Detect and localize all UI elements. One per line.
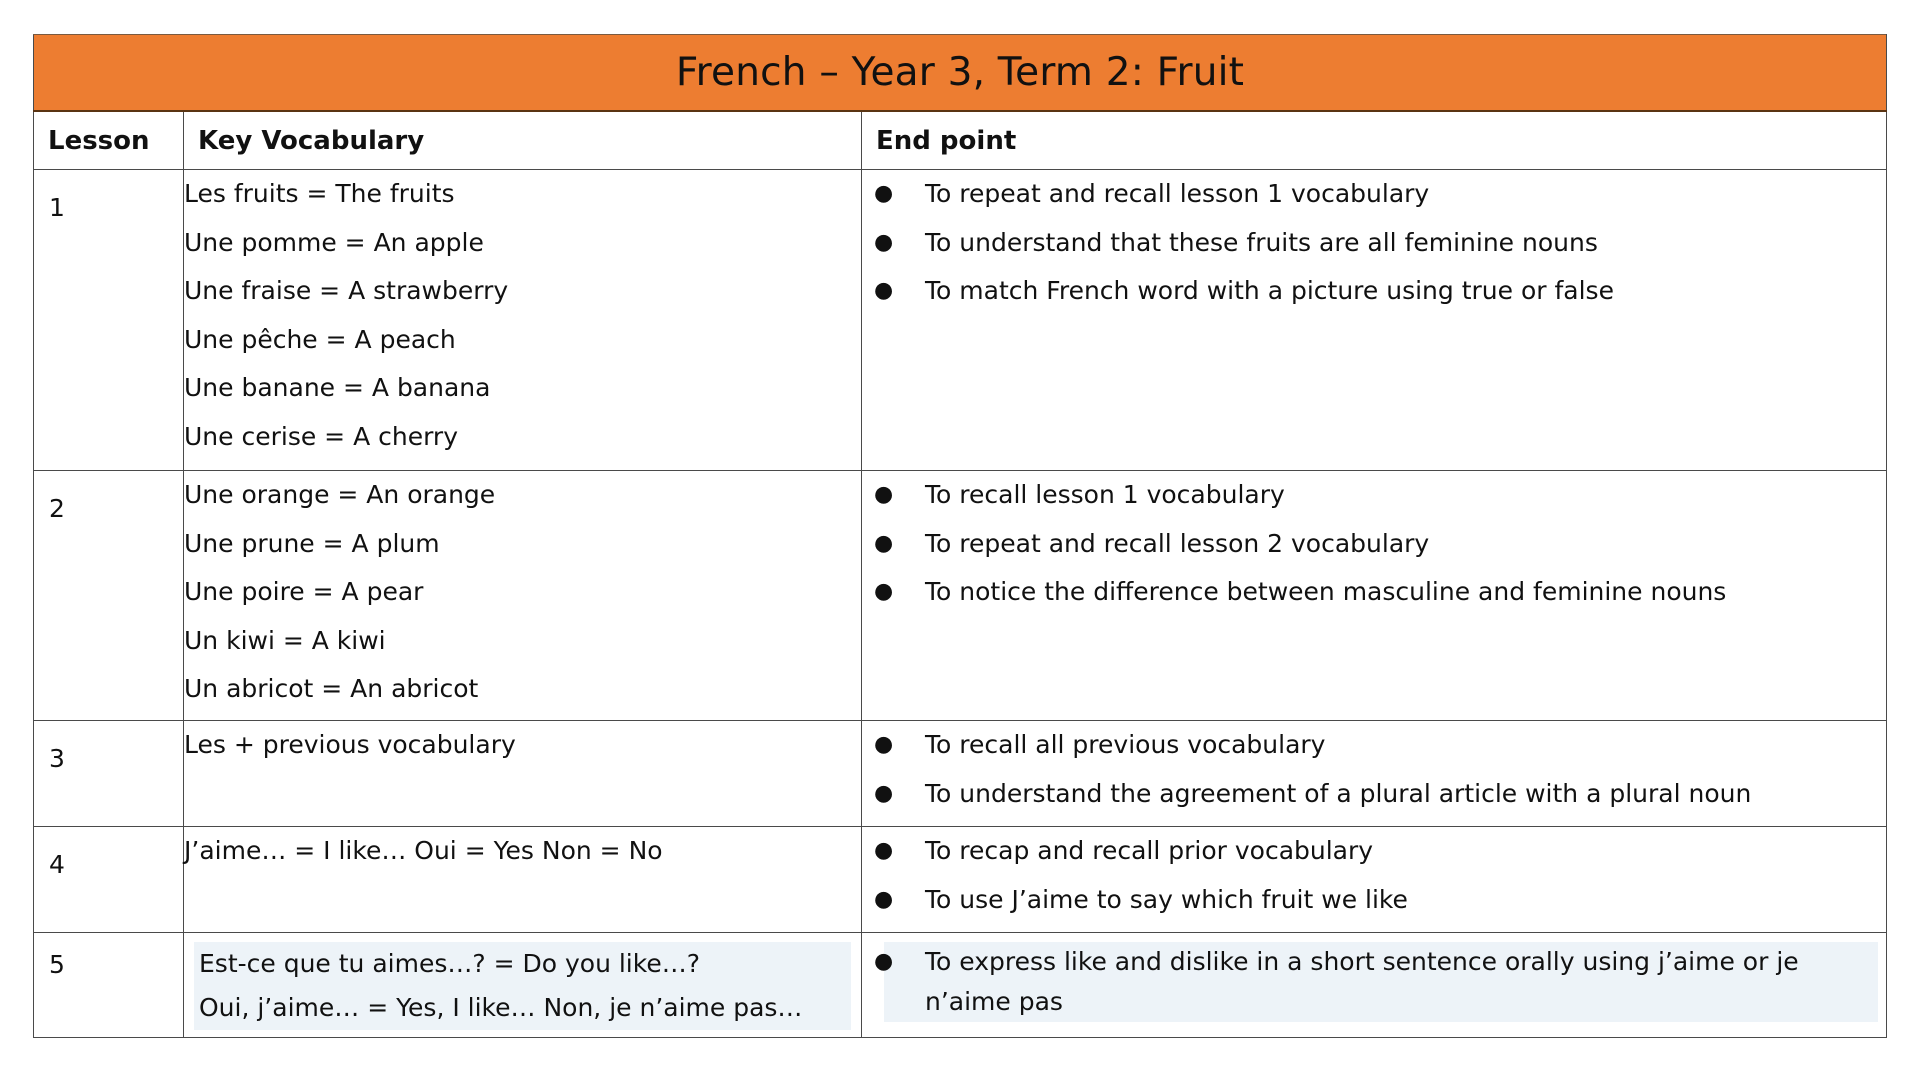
vocabulary-cell	[184, 933, 862, 1038]
vocab-item: Est-ce que tu aimes…? = Do you like…?	[199, 949, 700, 978]
lesson-number: 2	[49, 494, 65, 523]
vocab-item: Une pomme = An apple	[184, 227, 484, 257]
lesson-number-cell	[34, 827, 184, 933]
header-lesson: Lesson	[34, 111, 184, 170]
vocab-item: J’aime… = I like… Oui = Yes Non = No	[184, 836, 663, 865]
vocab-item: Une pêche = A peach	[184, 324, 456, 354]
end-point-list	[862, 471, 1886, 617]
title-row	[34, 35, 1887, 112]
bullet-icon: ●	[874, 886, 894, 912]
vocabulary-cell	[184, 721, 862, 827]
lesson-row-4	[34, 827, 1887, 933]
vocab-item: Une banane = A banana	[184, 373, 491, 402]
vocabulary-cell	[184, 827, 862, 933]
end-point-item	[862, 721, 1886, 770]
end-point-item	[862, 267, 1886, 316]
bullet-icon: ●	[874, 482, 894, 507]
end-point-text: To recall all previous vocabulary	[925, 730, 1326, 759]
lesson-number-cell	[34, 721, 184, 827]
bullet-icon: ●	[874, 229, 894, 255]
vocabulary-cell	[184, 471, 862, 721]
end-point-item	[862, 219, 1886, 268]
end-point-item	[862, 568, 1886, 617]
end-point-text: To express like and dislike in a short sentence orally using j’aime or je n’aime pas	[925, 947, 1799, 1016]
bullet-icon: ●	[874, 949, 894, 974]
end-point-highlight	[874, 942, 1878, 1022]
end-point-cell	[862, 933, 1887, 1038]
vocab-item: Un kiwi = A kiwi	[184, 625, 386, 655]
header-end-point: End point	[862, 111, 1887, 170]
end-point-list	[862, 170, 1886, 316]
lesson-row-2	[34, 471, 1887, 721]
vocabulary-cell	[184, 170, 862, 471]
end-point-cell	[862, 471, 1887, 721]
header-key-vocabulary: Key Vocabulary	[184, 111, 862, 170]
vocab-item: Une cerise = A cherry	[184, 421, 458, 451]
bullet-icon: ●	[874, 530, 894, 556]
vocab-item: Une poire = A pear	[184, 577, 424, 606]
bullet-icon: ●	[874, 838, 894, 863]
end-point-item	[862, 876, 1886, 925]
vocab-item: Une fraise = A strawberry	[184, 276, 509, 305]
end-point-item	[862, 471, 1886, 520]
lesson-number: 1	[49, 193, 65, 222]
end-point-item	[874, 942, 1878, 1022]
lesson-plan-table	[33, 34, 1887, 1038]
vocab-item: Oui, j’aime… = Yes, I like… Non, je n’aime pas…	[199, 993, 803, 1022]
vocab-item: Une prune = A plum	[184, 528, 440, 558]
end-point-text: To repeat and recall lesson 2 vocabulary	[925, 528, 1430, 558]
end-point-cell	[862, 827, 1887, 933]
bullet-icon: ●	[874, 579, 894, 604]
end-point-text: To understand that these fruits are all feminine nouns	[925, 227, 1598, 257]
end-point-list	[862, 721, 1886, 818]
end-point-text: To recap and recall prior vocabulary	[925, 836, 1374, 865]
lesson-row-5	[34, 933, 1887, 1038]
end-point-cell	[862, 721, 1887, 827]
vocab-item: Les + previous vocabulary	[184, 730, 516, 759]
page-title: French – Year 3, Term 2: Fruit	[675, 50, 1245, 95]
end-point-item	[862, 770, 1886, 819]
lesson-number: 5	[49, 950, 65, 979]
lesson-row-1	[34, 170, 1887, 471]
header-row	[34, 111, 1887, 170]
lesson-number: 3	[49, 744, 65, 773]
vocab-item: Un abricot = An abricot	[184, 674, 479, 703]
vocab-item: Les fruits = The fruits	[184, 179, 455, 208]
vocab-item: Une orange = An orange	[184, 480, 496, 509]
end-point-text: To repeat and recall lesson 1 vocabulary	[925, 179, 1430, 208]
vocabulary-highlight	[194, 942, 851, 1030]
end-point-list	[862, 827, 1886, 924]
end-point-item	[862, 170, 1886, 219]
lesson-number: 4	[49, 850, 65, 879]
lesson-number-cell	[34, 471, 184, 721]
lesson-row-3	[34, 721, 1887, 827]
end-point-text: To use J’aime to say which fruit we like	[925, 884, 1408, 914]
end-point-text: To match French word with a picture using true or false	[925, 276, 1614, 305]
end-point-text: To notice the difference between masculine and feminine nouns	[925, 577, 1727, 606]
lesson-number-cell	[34, 170, 184, 471]
end-point-text: To understand the agreement of a plural article with a plural noun	[925, 778, 1752, 808]
end-point-list	[874, 942, 1878, 1022]
title-banner	[34, 35, 1887, 112]
bullet-icon: ●	[874, 732, 894, 757]
end-point-cell	[862, 170, 1887, 471]
lesson-number-cell	[34, 933, 184, 1038]
bullet-icon: ●	[874, 780, 894, 806]
end-point-item	[862, 520, 1886, 569]
bullet-icon: ●	[874, 181, 894, 206]
end-point-item	[862, 827, 1886, 876]
bullet-icon: ●	[874, 278, 894, 303]
end-point-text: To recall lesson 1 vocabulary	[925, 480, 1285, 509]
